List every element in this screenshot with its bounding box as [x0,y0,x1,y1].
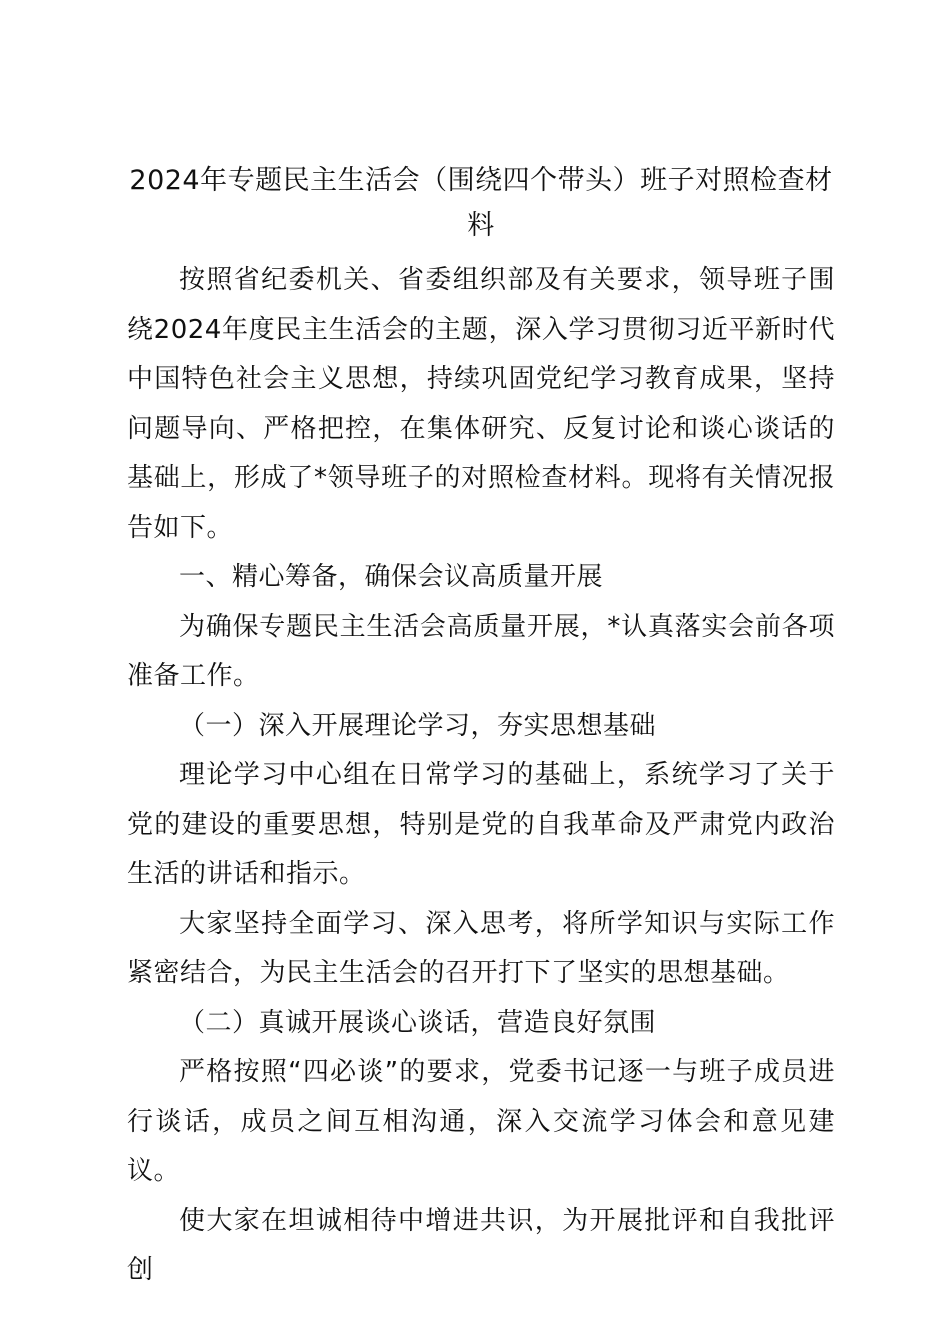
paragraph-consensus: 使大家在坦诚相待中增进共识，为开展批评和自我批评创 [127,1205,835,1285]
document-body [127,158,835,1296]
paragraph-talks: 严格按照“四必谈”的要求，党委书记逐一与班子成员进行谈话，成员之间互相沟通，深入交流学习体会和意见建议。 [127,1057,835,1186]
paragraph-preparation: 为确保专题民主生活会高质量开展，*认真落实会前各项准备工作。 [127,611,835,691]
paragraph-intro: 按照省纪委机关、省委组织部及有关要求，领导班子围绕2024年度民主生活会的主题，深入学习贯彻习近平新时代中国特色社会主义思想，持续巩固党纪学习教育成果，坚持问题导向、严格把控，在集体研究、反复讨论和谈心谈话的基础上，形成了*领导班子的对照检查材料。现将有关情况报告如下。 [127,265,835,543]
paragraph-study-practice: 大家坚持全面学习、深入思考，将所学知识与实际工作紧密结合，为民主生活会的召开打下了坚实的思想基础。 [127,908,835,988]
subsection-heading-2: （二）真诚开展谈心谈话，营造良好氛围 [179,1007,657,1038]
title-block [127,158,835,248]
paragraph-theory-study: 理论学习中心组在日常学习的基础上，系统学习了关于党的建设的重要思想，特别是党的自我革命及严肃党内政治生活的讲话和指示。 [127,760,835,889]
document-title: 2024年专题民主生活会（围绕四个带头）班子对照检查材料 [129,165,833,241]
subsection-heading-1: （一）深入开展理论学习，夯实思想基础 [179,710,657,741]
section-heading-1: 一、精心筹备，确保会议高质量开展 [179,562,604,592]
